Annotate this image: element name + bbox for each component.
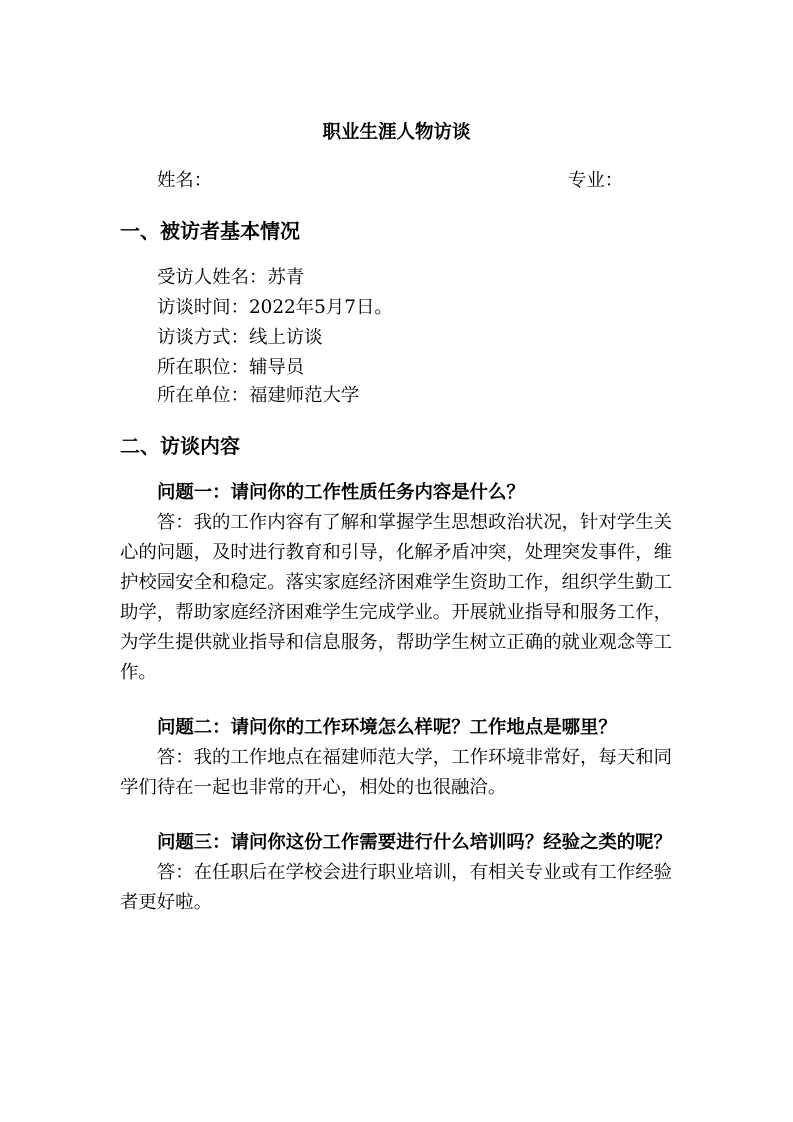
question-3: 问题三：请问你这份工作需要进行什么培训吗？经验之类的呢？: [157, 832, 672, 853]
section-heading-interview-content: 二、访谈内容: [120, 434, 240, 458]
info-interviewee-name: 受访人姓名：苏青: [157, 267, 305, 288]
name-field-label: 姓名：: [157, 170, 213, 191]
info-interview-method: 访谈方式：线上访谈: [157, 327, 323, 348]
document-title: 职业生涯人物访谈: [322, 122, 471, 143]
info-interview-time: 访谈时间：2022年5月7日。: [157, 297, 393, 318]
answer-2: 答：我的工作地点在福建师范大学，工作环境非常好，每天和同学们待在一起也非常的开心，相处的也很融洽。: [120, 747, 672, 798]
question-2: 问题二：请问你的工作环境怎么样呢？工作地点是哪里？: [157, 717, 617, 738]
section-heading-basic-info: 一、被访者基本情况: [120, 219, 300, 243]
info-position: 所在职位：辅导员: [157, 357, 305, 378]
question-1: 问题一：请问你的工作性质任务内容是什么？: [157, 482, 525, 503]
major-field-label: 专业：: [568, 170, 624, 191]
answer-3: 答：在任职后在学校会进行职业培训，有相关专业或有工作经验者更好啦。: [120, 862, 672, 913]
info-organization: 所在单位：福建师范大学: [157, 385, 360, 406]
answer-1: 答：我的工作内容有了解和掌握学生思想政治状况，针对学生关心的问题，及时进行教育和引导，化解矛盾冲突，处理突发事件，维护校园安全和稳定。落实家庭经济困难学生资助工作，组织学生勤工助学，帮助家庭经济困难学生完成学业。开展就业指导和服务工作，为学生提供就业指导和信息服务，帮助学生树立正确的就业观念等工作。: [120, 512, 672, 683]
